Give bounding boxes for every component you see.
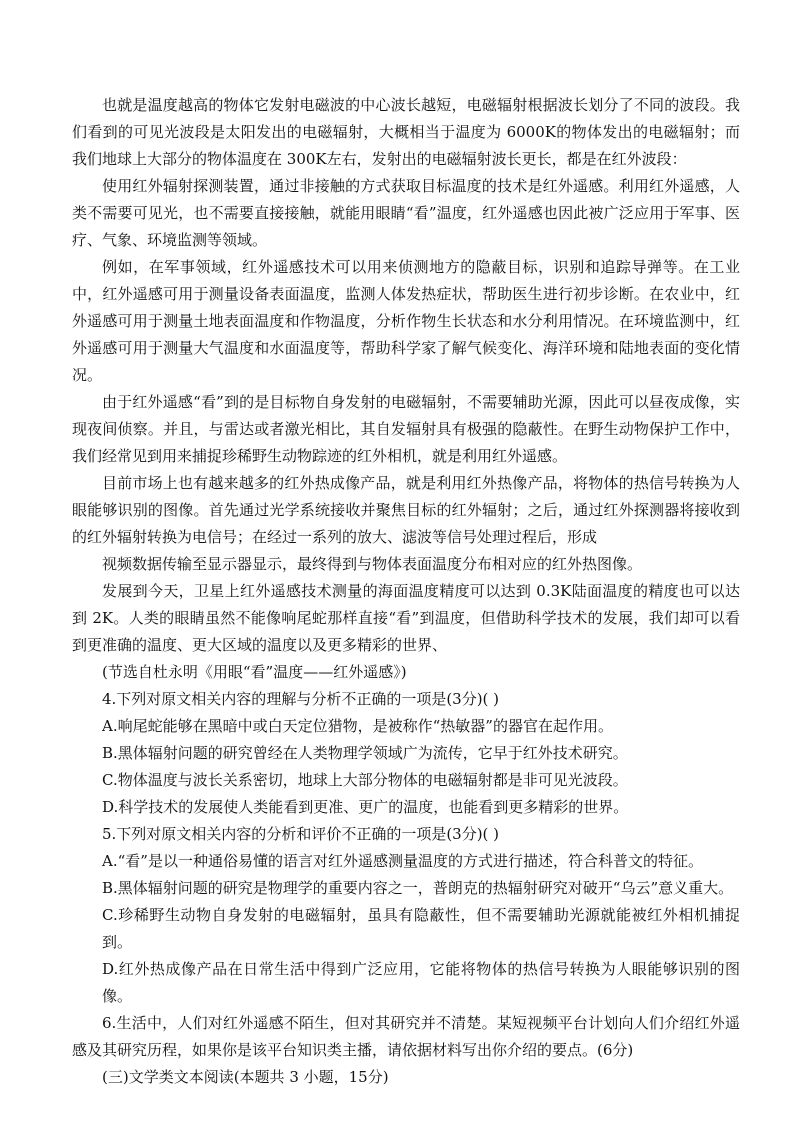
question-4-option-a: A.响尾蛇能够在黑暗中或白天定位猎物，是被称作“热敏器”的器官在起作用。 [102,717,613,735]
question-4-stem: 4.下列对原文相关内容的理解与分析不正确的一项是(3分)( ) [102,690,500,708]
question-5-option-b: B.黑体辐射问题的研究是物理学的重要内容之一，普朗克的热辐射研究对破开“乌云”意义重大。 [102,879,734,897]
paragraph-2: 使用红外辐射探测装置，通过非接触的方式获取目标温度的技术是红外遥感。利用红外遥感，人类不需要可见光，也不需要直接接触，就能用眼睛“看”温度，红外遥感也因此被广泛应用于军事、医疗、气象、环境监测等领域。 [72,177,740,249]
paragraph-4: 由于红外遥感“看”到的是目标物自身发射的电磁辐射，不需要辅助光源，因此可以昼夜成像，实现夜间侦察。并且，与雷达或者激光相比，其自发辐射具有极强的隐蔽性。在野生动物保护工作中，我们经常见到用来捕捉珍稀野生动物踪迹的红外相机，就是利用红外遥感。 [72,393,740,465]
question-4-option-d: D.科学技术的发展使人类能看到更准、更广的温度，也能看到更多精彩的世界。 [102,798,629,816]
paragraph-3: 例如，在军事领域，红外遥感技术可以用来侦测地方的隐蔽目标，识别和追踪导弹等。在工业中，红外遥感可用于测量设备表面温度，监测人体发热症状，帮助医生进行初步诊断。在农业中，红外遥感可用于测量土地表面温度和作物温度，分析作物生长状态和水分利用情况。在环境监测中，红外遥感可用于测量大气温度和水面温度等，帮助科学家了解气候变化、海洋环境和陆地表面的变化情况。 [72,258,740,384]
paragraph-1: 也就是温度越高的物体它发射电磁波的中心波长越短，电磁辐射根据波长划分了不同的波段。我们看到的可见光波段是太阳发出的电磁辐射，大概相当于温度为 6000K的物体发出的电磁辐射；而我们地球上大部分的物体温度在 300K左右，发射出的电磁辐射波长更长，都是在红外波段： [72,96,740,168]
question-6-stem: 6.生活中，人们对红外遥感不陌生，但对其研究并不清楚。某短视频平台计划向人们介绍红外遥感及其研究历程，如果你是该平台知识类主播，请依据材料写出你介绍的要点。(6分) [72,1014,740,1059]
question-5-option-a: A.“看”是以一种通俗易懂的语言对红外遥感测量温度的方式进行描述，符合科普文的特征。 [102,852,703,870]
section-heading: (三)文学类文本阅读(本题共 3 小题，15分) [102,1068,389,1086]
question-4-option-c: C.物体温度与波长关系密切，地球上大部分物体的电磁辐射都是非可见光波段。 [102,771,628,789]
paragraph-5: 目前市场上也有越来越多的红外热成像产品，就是利用红外热像产品，将物体的热信号转换为人眼能够识别的图像。首先通过光学系统接收并聚焦目标的红外辐射；之后，通过红外探测器将接收到的红外辐射转换为电信号；在经过一系列的放大、滤波等信号处理过程后，形成 [72,474,740,546]
paragraph-7: 发展到今天，卫星上红外遥感技术测量的海面温度精度可以达到 0.3K陆面温度的精度也可以达到 2K。人类的眼睛虽然不能像响尾蛇那样直接“看”到温度，但借助科学技术的发展，我们却可以看到更准确的温度、更大区域的温度以及更多精彩的世界、 [72,582,740,654]
question-5-stem: 5.下列对原文相关内容的分析和评价不正确的一项是(3分)( ) [102,825,500,843]
question-5-option-d: D.红外热成像产品在日常生活中得到广泛应用，它能将物体的热信号转换为人眼能够识别的图像。 [102,960,740,1005]
paragraph-6: 视频数据传输至显示器显示，最终得到与物体表面温度分布相对应的红外热图像。 [102,555,643,573]
question-5-option-c: C.珍稀野生动物自身发射的电磁辐射，虽具有隐蔽性，但不需要辅助光源就能被红外相机捕捉到。 [102,906,740,951]
question-4-option-b: B.黑体辐射问题的研究曾经在人类物理学领域广为流传，它早于红外技术研究。 [102,744,628,762]
source-citation: (节选自杜永明《用眼“看”温度——红外遥感》) [102,663,407,681]
